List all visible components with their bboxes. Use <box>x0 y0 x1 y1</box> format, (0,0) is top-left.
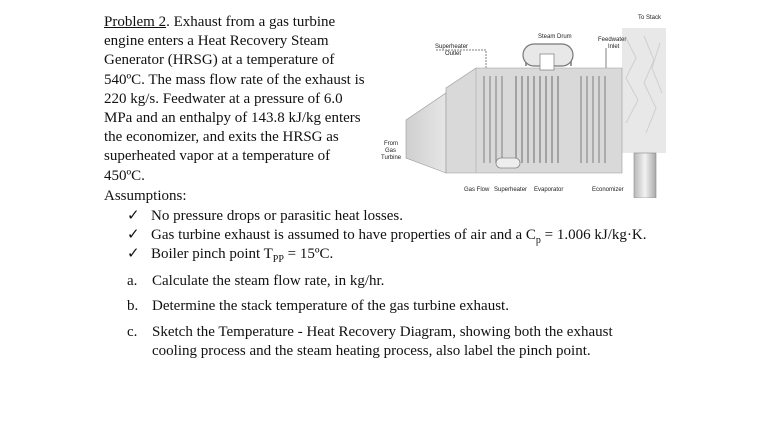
label-gas-flow: Gas Flow <box>464 187 490 193</box>
label-feedwater-inlet-2: Inlet <box>608 44 620 50</box>
label-evaporator: Evaporator <box>534 187 564 193</box>
assumptions-title: Assumptions: <box>104 188 187 204</box>
check-icon: ✓ <box>127 246 140 262</box>
label-feedwater-inlet-1: Feedwater <box>598 37 627 43</box>
hrsg-diagram <box>376 8 673 198</box>
problem-body: . Exhaust from a gas turbine engine enters a Heat Recovery Steam Generator (HRSG) at a temperature of 540ºC. The mass flow rate of the exhaust is 220 kg/s. Feedwater at a pressure of 6.0 MPa and an enthalpy of 143.8 kJ/kg enters the economizer, and exits the HRSG as superheated vapor at a temperature of 450ºC. <box>104 14 365 184</box>
label-economizer: Economizer <box>592 187 624 193</box>
label-from-1: From <box>384 141 398 147</box>
problem-statement <box>104 13 366 186</box>
label-from-2: Gas <box>385 148 397 154</box>
check-icon: ✓ <box>127 208 140 224</box>
check-icon: ✓ <box>127 227 140 243</box>
problem-heading: Problem 2 <box>104 14 167 30</box>
label-steam-drum: Steam Drum <box>538 34 572 40</box>
inlet-duct <box>406 93 446 173</box>
assumptions-list <box>127 207 646 264</box>
label-superheater: Superheater <box>494 187 528 193</box>
label-superheater-outlet-2: Outlet <box>445 51 462 57</box>
label-from-3: Turbine <box>381 155 402 161</box>
assumption-item: ✓ Boiler pinch point $T_{PP}$ = 15ºC. <box>127 246 334 265</box>
label-to-stack: To Stack <box>638 15 662 21</box>
assumption-item: ✓ Gas turbine exhaust is assumed to have properties of air and a $C_p = 1.006$ kJ/kg·K. <box>127 227 647 246</box>
stack <box>634 153 656 198</box>
stack-exhaust <box>622 28 666 153</box>
assumption-item: ✓ No pressure drops or parasitic heat losses. <box>127 208 404 224</box>
label-superheater-outlet-1: Superheater <box>435 44 469 50</box>
